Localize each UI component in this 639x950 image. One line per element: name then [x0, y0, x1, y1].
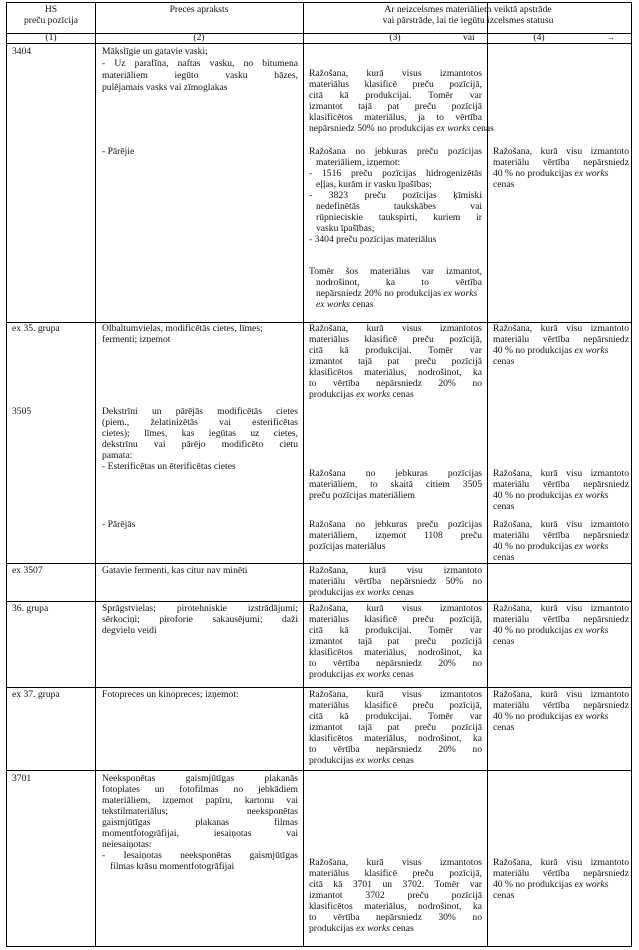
alt-rule-line: Ražošana, kurā visu izmantoto [493, 468, 629, 479]
row-divider [7, 687, 631, 688]
rule-line: - 3404 preču pozīcijas materiālus [309, 234, 437, 245]
description-line: materiāliem iegūto vasku bāzes, [102, 70, 298, 81]
rule-line: Ražošana no jebkuras pozīcijas [309, 468, 482, 479]
rule-line: izmantot 3702 preču pozīcijā [309, 890, 482, 901]
rule-line: Ražošana, kurā visus izmantotos [309, 603, 482, 614]
alt-rule-line: Ražošana, kurā visu izmantoto [493, 519, 629, 530]
rule-line: citā kā produkcijai. Tomēr var [309, 625, 482, 636]
rule-line: preču pozīcijas materiāliem [309, 490, 416, 501]
description-line: Neeksponētas gaismjūtīgas plakanās [102, 773, 298, 784]
rule-line: izmantot tajā pat preču pozīcijā [309, 101, 482, 112]
rule-line: citā kā produkcijai. Tomēr var [309, 711, 482, 722]
description-line: tekstilmateriālus; neeksponētas [102, 806, 298, 817]
description-line: neiesaiņotas: [102, 839, 152, 850]
rule-line: rūpnieciskie taukspirti, kuriem ir [316, 212, 482, 223]
rule-line: Ražošana no jebkuras preču pozīcijas [309, 519, 482, 530]
rule-line: eļļas, kurām ir vasku īpašības; [316, 179, 432, 190]
rule-line-last: ex works cenas [316, 299, 374, 310]
rule-line: klasificētos materiālus, nodrošinot, ka [309, 733, 482, 744]
tariff-table [6, 2, 632, 947]
arrow-icon: → [607, 33, 615, 42]
alt-rule-line: Ražošana, kurā visu izmantoto [493, 146, 629, 157]
description-line: filmas krāsu momentfotogrāfijai [110, 861, 235, 872]
description-line: materiāliem, izņemot papīru, kartonu vai [102, 795, 298, 806]
hs-code: 3505 [12, 406, 32, 417]
alt-rule-line: materiālu vērtība nepārsniedz [493, 479, 629, 490]
header-processing-line1: Ar neizcelsmes materiāliem veiktā apstrāde [384, 4, 552, 15]
rule-line: to vērtība nepārsniedz 30% no [309, 912, 482, 923]
rule-line: citā kā produkcijai. Tomēr var [309, 90, 482, 101]
rule-line: Ražošana, kurā visus izmantotos [309, 68, 482, 79]
description-line: - Iesaiņotas neeksponētas gaismjūtīgas [102, 850, 298, 861]
rule-line: - 3823 preču pozīcijas ķīmiski [309, 190, 482, 201]
alt-rule-line: Ražošana, kurā visu izmantoto [493, 323, 629, 334]
description-line: dekstrīnu vai pārējo modificēto cietu [102, 439, 298, 450]
alt-rule-line-last: 40 % no produkcijas ex works [493, 711, 609, 722]
row-divider [7, 563, 631, 564]
hs-code: 3701 [12, 773, 32, 784]
description-line: - Pārējie [102, 146, 135, 157]
alt-rule-line: cenas [493, 890, 515, 901]
rule-line: Tomēr šos materiālus var izmantot, [309, 266, 482, 277]
description-line: Dekstrīni un pārējās modificētās cietes [102, 406, 298, 417]
alt-rule-line: cenas [493, 552, 515, 563]
rule-line: klasificētos materiālus, nodrošinot, ka [309, 647, 482, 658]
column-divider [303, 3, 304, 946]
rule-line: to vērtība nepārsniedz 20% no [309, 744, 482, 755]
rule-line: to vērtība nepārsniedz 20% no [309, 378, 482, 389]
header-description: Preces apraksts [169, 4, 229, 15]
rule-line: - 1516 preču pozīcijas hidrogenizētās [309, 168, 482, 179]
rule-line: izmantot tajā pat preču pozīcijā [309, 722, 482, 733]
description-line: momentfotogrāfijai, iesaiņotas vai [102, 828, 298, 839]
description-line: degvielu veidi [102, 625, 157, 636]
description-line: Fotopreces un kinopreces; izņemot: [102, 689, 239, 700]
alt-rule-line-last: 40 % no produkcijas ex works [493, 345, 609, 356]
alt-rule-line: materiālu vērtība nepārsniedz [493, 530, 629, 541]
rule-line: Ražošana no jebkuras preču pozīcijas [309, 146, 482, 157]
rule-line: to vērtība nepārsniedz 20% no [309, 658, 482, 669]
rule-line: Ražošana, kurā visus izmantotos [309, 689, 482, 700]
alt-rule-line-last: 40 % no produkcijas ex works [493, 541, 609, 552]
rule-line-last: produkcijas ex works cenas [309, 669, 414, 680]
rule-line: citā kā 3701 un 3702. Tomēr var [309, 879, 482, 890]
alt-rule-line: cenas [493, 636, 515, 647]
rule-line: Ražošana, kurā visus izmantotos [309, 857, 482, 868]
rule-line-last: produkcijas ex works cenas [309, 587, 414, 598]
rule-line: nedefinētās taukskābes vai [316, 201, 482, 212]
rule-line: nodrošinot, ka to vērtība [316, 277, 482, 288]
rule-line: izmantot tajā pat preču pozīcijā [309, 636, 482, 647]
alt-rule-line-last: 40 % no produkcijas ex works [493, 168, 609, 179]
alt-rule-line: cenas [493, 501, 515, 512]
rule-line: materiālu vērtība nepārsniedz 50% no [309, 576, 482, 587]
column-number-4: (4) [533, 32, 545, 43]
description-line: - Pārējās [102, 519, 136, 530]
hs-code: ex 35. grupa [12, 323, 60, 334]
rule-line-last: produkcijas ex works cenas [309, 923, 414, 934]
rule-line: materiāliem, izņemot 1108 preču [309, 530, 482, 541]
hs-code: ex 37. grupa [12, 689, 60, 700]
rule-line: materiālus klasificē preču pozīcijā, [309, 868, 482, 879]
rule-line: materiālus klasificē preču pozīcijā, [309, 334, 482, 345]
rule-line: klasificētos materiālus, nodrošinot, ka [309, 901, 482, 912]
rule-line: citā kā produkcijai. Tomēr var [309, 345, 482, 356]
rule-line: materiāliem, to skaitā citiem 3505 [309, 479, 482, 490]
alt-rule-line-last: 40 % no produkcijas ex works [493, 879, 609, 890]
column-number-3: (3) [389, 32, 401, 43]
alt-rule-line: cenas [493, 356, 515, 367]
row-divider [7, 601, 631, 602]
alt-rule-line: cenas [493, 722, 515, 733]
rule-line: klasificētos materiālus, nodrošinot, ka [309, 367, 482, 378]
rule-line: materiālus klasificē preču pozīcijā, [309, 79, 482, 90]
description-line: - Uz parafīna, naftas vasku, no bitumena [102, 58, 298, 69]
hs-code: 3404 [12, 46, 32, 57]
rule-line: materiālus klasificē preču pozīcijā, [309, 700, 482, 711]
description-line: (piem., želatinizētās vai esterificētas [102, 417, 298, 428]
alt-rule-line: materiālu vērtība nepārsniedz [493, 157, 629, 168]
description-line: - Esterificētas un ēterificētas cietes [102, 461, 236, 472]
description-line: fermenti; izņemot [102, 334, 171, 345]
hs-code: ex 3507 [12, 565, 43, 576]
alt-rule-line: materiālu vērtība nepārsniedz [493, 700, 629, 711]
header-hs-line1: HS [44, 4, 58, 15]
description-line: pamata: [102, 450, 133, 461]
alt-rule-line: Ražošana, kurā visu izmantoto [493, 603, 629, 614]
rule-line: materiāliem, izņemot: [316, 157, 401, 168]
rule-line-last: produkcijas ex works cenas [309, 389, 414, 400]
description-line: gaismjūtīgas plakanas filmas [102, 817, 298, 828]
description-line: Olbaltumvielas, modificētās cietes, līmes; [102, 323, 263, 334]
description-line: Gatavie fermenti, kas citur nav minēti [102, 565, 248, 576]
description-line: sērkociņi; piroforie sakausējumi; daži [102, 614, 298, 625]
hs-code: 36. grupa [12, 603, 49, 614]
column-divider [95, 3, 96, 946]
row-divider [7, 770, 631, 771]
alt-rule-line: Ražošana, kurā visu izmantoto [493, 857, 629, 868]
header-processing-line2: vai pārstrāde, lai tie iegūtu izcelsmes statusu [382, 15, 554, 26]
rule-line: Ražošana, kurā visu izmantoto [309, 565, 482, 576]
description-line: Mākslīgie un gatavie vaski; [102, 46, 208, 57]
alt-rule-line-last: 40 % no produkcijas ex works [493, 490, 609, 501]
alt-rule-line: materiālu vērtība nepārsniedz [493, 334, 629, 345]
alt-rule-line: materiālu vērtība nepārsniedz [493, 868, 629, 879]
rule-line: vasku īpašības; [316, 223, 375, 234]
description-line: fotoplates un fotofilmas no jebkādiem [102, 784, 298, 795]
rule-line: materiālus klasificē preču pozīcijā, [309, 614, 482, 625]
column-divider [487, 3, 488, 946]
description-line: cietes); līmes, kas iegūtas uz cietes, [102, 428, 298, 439]
header-or: vai [463, 32, 475, 43]
rule-line: klasificētos materiālus, ja to vērtība [309, 112, 482, 123]
rule-line: izmantot tajā pat preču pozīcijā [309, 356, 482, 367]
description-line: pulējamais vasks vai zīmoglakas [102, 82, 228, 93]
column-number-1: (1) [45, 32, 57, 43]
rule-line-last: produkcijas ex works cenas [309, 755, 414, 766]
alt-rule-line: materiālu vērtība nepārsniedz [493, 614, 629, 625]
rule-line: pozīcijas materiālus [309, 541, 386, 552]
rule-line-last: nepārsniedz 20% no produkcijas ex works [316, 288, 478, 299]
column-number-2: (2) [193, 32, 205, 43]
description-line: Sprāgstvielas; pirotehniskie izstrādājumi; [102, 603, 298, 614]
rule-line: Ražošana, kurā visus izmantotos [309, 323, 482, 334]
header-hs-line2: preču pozīcija [23, 15, 79, 26]
alt-rule-line: cenas [493, 179, 515, 190]
alt-rule-line-last: 40 % no produkcijas ex works [493, 625, 609, 636]
alt-rule-line: Ražošana, kurā visu izmantoto [493, 689, 629, 700]
rule-line-last: nepārsniedz 50% no produkcijas ex works cenas [309, 123, 494, 134]
